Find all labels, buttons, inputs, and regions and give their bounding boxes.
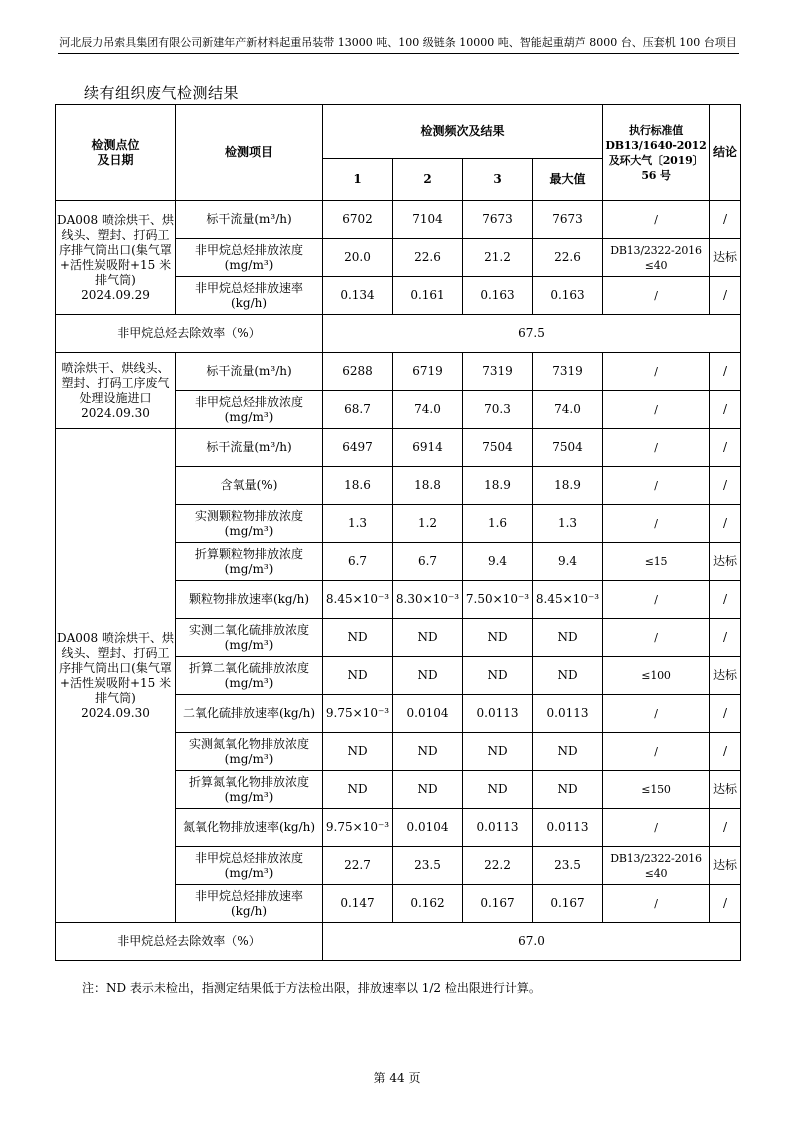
item-cell: 颗粒物排放速率(kg/h) [176, 581, 323, 619]
value-3-cell: 70.3 [463, 391, 533, 429]
value-2-cell: 0.0104 [393, 809, 463, 847]
value-max-cell: 0.0113 [533, 695, 603, 733]
removal-efficiency-label: 非甲烷总烃去除效率（%） [56, 923, 323, 961]
value-1-cell: 18.6 [323, 467, 393, 505]
value-2-cell: 6719 [393, 353, 463, 391]
value-max-cell: ND [533, 657, 603, 695]
value-1-cell: 0.147 [323, 885, 393, 923]
value-2-cell: 1.2 [393, 505, 463, 543]
point-date-cell: DA008 喷涂烘干、烘线头、塑封、打码工序排气筒出口(集气罩+活性炭吸附+15 米排气筒) 2024.09.30 [56, 429, 176, 923]
standard-cell: / [603, 277, 710, 315]
item-cell: 非甲烷总烃排放浓度 (mg/m³) [176, 391, 323, 429]
standard-cell: / [603, 619, 710, 657]
header-point-date: 检测点位 及日期 [56, 105, 176, 201]
value-2-cell: 0.0104 [393, 695, 463, 733]
value-max-cell: 7319 [533, 353, 603, 391]
value-2-cell: 0.162 [393, 885, 463, 923]
conclusion-cell: 达标 [710, 239, 741, 277]
value-max-cell: ND [533, 771, 603, 809]
conclusion-cell: 达标 [710, 657, 741, 695]
conclusion-cell: / [710, 429, 741, 467]
standard-cell: / [603, 391, 710, 429]
item-cell: 标干流量(m³/h) [176, 429, 323, 467]
conclusion-cell: / [710, 353, 741, 391]
value-3-cell: ND [463, 733, 533, 771]
value-1-cell: 6288 [323, 353, 393, 391]
section-title: 续有组织废气检测结果 [84, 84, 240, 102]
value-max-cell: 7673 [533, 201, 603, 239]
value-2-cell: ND [393, 733, 463, 771]
value-3-cell: 0.163 [463, 277, 533, 315]
conclusion-cell: 达标 [710, 847, 741, 885]
value-3-cell: 7.50×10⁻³ [463, 581, 533, 619]
conclusion-cell: / [710, 505, 741, 543]
value-3-cell: 9.4 [463, 543, 533, 581]
value-3-cell: 0.167 [463, 885, 533, 923]
value-max-cell: 0.167 [533, 885, 603, 923]
value-2-cell: 8.30×10⁻³ [393, 581, 463, 619]
value-max-cell: 1.3 [533, 505, 603, 543]
value-3-cell: 21.2 [463, 239, 533, 277]
item-cell: 二氧化硫排放速率(kg/h) [176, 695, 323, 733]
value-max-cell: 74.0 [533, 391, 603, 429]
value-1-cell: 9.75×10⁻³ [323, 695, 393, 733]
header-conclusion: 结论 [710, 105, 741, 201]
conclusion-cell: / [710, 809, 741, 847]
item-cell: 非甲烷总烃排放速率 (kg/h) [176, 277, 323, 315]
standard-cell: / [603, 353, 710, 391]
value-2-cell: 18.8 [393, 467, 463, 505]
value-1-cell: 1.3 [323, 505, 393, 543]
value-max-cell: 18.9 [533, 467, 603, 505]
conclusion-cell: / [710, 619, 741, 657]
header-rule [58, 53, 739, 54]
value-1-cell: 22.7 [323, 847, 393, 885]
page-number: 第 44 页 [373, 1071, 421, 1085]
header-item: 检测项目 [176, 105, 323, 201]
value-max-cell: 0.0113 [533, 809, 603, 847]
standard-cell: / [603, 733, 710, 771]
conclusion-cell: / [710, 391, 741, 429]
value-1-cell: 68.7 [323, 391, 393, 429]
value-3-cell: 18.9 [463, 467, 533, 505]
item-cell: 标干流量(m³/h) [176, 201, 323, 239]
item-cell: 实测颗粒物排放浓度 (mg/m³) [176, 505, 323, 543]
conclusion-cell: / [710, 581, 741, 619]
item-cell: 氮氧化物排放速率(kg/h) [176, 809, 323, 847]
standard-cell: / [603, 429, 710, 467]
removal-efficiency-label: 非甲烷总烃去除效率（%） [56, 315, 323, 353]
removal-efficiency-row [56, 315, 741, 353]
conclusion-cell: / [710, 201, 741, 239]
value-max-cell: 8.45×10⁻³ [533, 581, 603, 619]
value-3-cell: ND [463, 619, 533, 657]
conclusion-cell: / [710, 885, 741, 923]
standard-cell: / [603, 505, 710, 543]
item-cell: 折算颗粒物排放浓度 (mg/m³) [176, 543, 323, 581]
conclusion-cell: 达标 [710, 771, 741, 809]
item-cell: 实测二氧化硫排放浓度 (mg/m³) [176, 619, 323, 657]
item-cell: 标干流量(m³/h) [176, 353, 323, 391]
table-row [56, 201, 741, 239]
value-2-cell: 6914 [393, 429, 463, 467]
value-1-cell: ND [323, 771, 393, 809]
item-cell: 非甲烷总烃排放速率 (kg/h) [176, 885, 323, 923]
value-2-cell: 6.7 [393, 543, 463, 581]
item-cell: 非甲烷总烃排放浓度 (mg/m³) [176, 847, 323, 885]
header-freq-results: 检测频次及结果 [323, 105, 603, 159]
value-2-cell: 0.161 [393, 277, 463, 315]
removal-efficiency-value: 67.0 [323, 923, 741, 961]
value-3-cell: 7319 [463, 353, 533, 391]
value-2-cell: 74.0 [393, 391, 463, 429]
item-cell: 含氧量(%) [176, 467, 323, 505]
value-3-cell: 7504 [463, 429, 533, 467]
value-max-cell: ND [533, 733, 603, 771]
value-1-cell: ND [323, 657, 393, 695]
removal-efficiency-row [56, 923, 741, 961]
value-3-cell: 22.2 [463, 847, 533, 885]
value-3-cell: 7673 [463, 201, 533, 239]
value-1-cell: 8.45×10⁻³ [323, 581, 393, 619]
standard-cell: DB13/2322-2016 ≤40 [603, 239, 710, 277]
value-2-cell: ND [393, 771, 463, 809]
value-max-cell: 9.4 [533, 543, 603, 581]
conclusion-cell: 达标 [710, 543, 741, 581]
standard-cell: / [603, 695, 710, 733]
conclusion-cell: / [710, 695, 741, 733]
value-max-cell: 22.6 [533, 239, 603, 277]
value-1-cell: 20.0 [323, 239, 393, 277]
header-col-max: 最大值 [533, 159, 603, 201]
value-3-cell: ND [463, 771, 533, 809]
value-1-cell: ND [323, 619, 393, 657]
conclusion-cell: / [710, 467, 741, 505]
standard-cell: / [603, 581, 710, 619]
value-3-cell: 0.0113 [463, 695, 533, 733]
standard-cell: ≤15 [603, 543, 710, 581]
standard-cell: ≤150 [603, 771, 710, 809]
value-2-cell: 22.6 [393, 239, 463, 277]
value-max-cell: 23.5 [533, 847, 603, 885]
value-3-cell: 0.0113 [463, 809, 533, 847]
header-col-3: 3 [463, 159, 533, 201]
point-date-cell: DA008 喷涂烘干、烘线头、塑封、打码工序排气筒出口(集气罩+活性炭吸附+15 米排气筒) 2024.09.29 [56, 201, 176, 315]
value-max-cell: 0.163 [533, 277, 603, 315]
item-cell: 实测氮氧化物排放浓度 (mg/m³) [176, 733, 323, 771]
value-1-cell: 0.134 [323, 277, 393, 315]
table-row [56, 429, 741, 467]
value-2-cell: 23.5 [393, 847, 463, 885]
value-max-cell: ND [533, 619, 603, 657]
header-standard: 执行标准值 DB13/1640-2012 及环大气〔2019〕 56 号 [603, 105, 710, 201]
value-2-cell: 7104 [393, 201, 463, 239]
standard-cell: DB13/2322-2016 ≤40 [603, 847, 710, 885]
removal-efficiency-value: 67.5 [323, 315, 741, 353]
value-2-cell: ND [393, 619, 463, 657]
item-cell: 非甲烷总烃排放浓度 (mg/m³) [176, 239, 323, 277]
value-1-cell: ND [323, 733, 393, 771]
results-table [55, 104, 741, 961]
header-col-1: 1 [323, 159, 393, 201]
value-1-cell: 6702 [323, 201, 393, 239]
conclusion-cell: / [710, 277, 741, 315]
standard-cell: / [603, 809, 710, 847]
footnote: 注：ND 表示未检出，指测定结果低于方法检出限，排放速率以 1/2 检出限进行计算。 [82, 981, 541, 995]
standard-cell: / [603, 467, 710, 505]
header-col-2: 2 [393, 159, 463, 201]
page-header: 河北辰力吊索具集团有限公司新建年产新材料起重吊装带 13000 吨、100 级链条 10000 吨、智能起重葫芦 8000 台、压套机 100 台项目 [59, 36, 737, 49]
value-2-cell: ND [393, 657, 463, 695]
value-3-cell: ND [463, 657, 533, 695]
standard-cell: / [603, 885, 710, 923]
item-cell: 折算氮氧化物排放浓度 (mg/m³) [176, 771, 323, 809]
conclusion-cell: / [710, 733, 741, 771]
standard-cell: ≤100 [603, 657, 710, 695]
value-1-cell: 6.7 [323, 543, 393, 581]
standard-cell: / [603, 201, 710, 239]
point-date-cell: 喷涂烘干、烘线头、塑封、打码工序废气处理设施进口 2024.09.30 [56, 353, 176, 429]
value-1-cell: 6497 [323, 429, 393, 467]
value-3-cell: 1.6 [463, 505, 533, 543]
table-row [56, 353, 741, 391]
value-max-cell: 7504 [533, 429, 603, 467]
value-1-cell: 9.75×10⁻³ [323, 809, 393, 847]
item-cell: 折算二氧化硫排放浓度 (mg/m³) [176, 657, 323, 695]
